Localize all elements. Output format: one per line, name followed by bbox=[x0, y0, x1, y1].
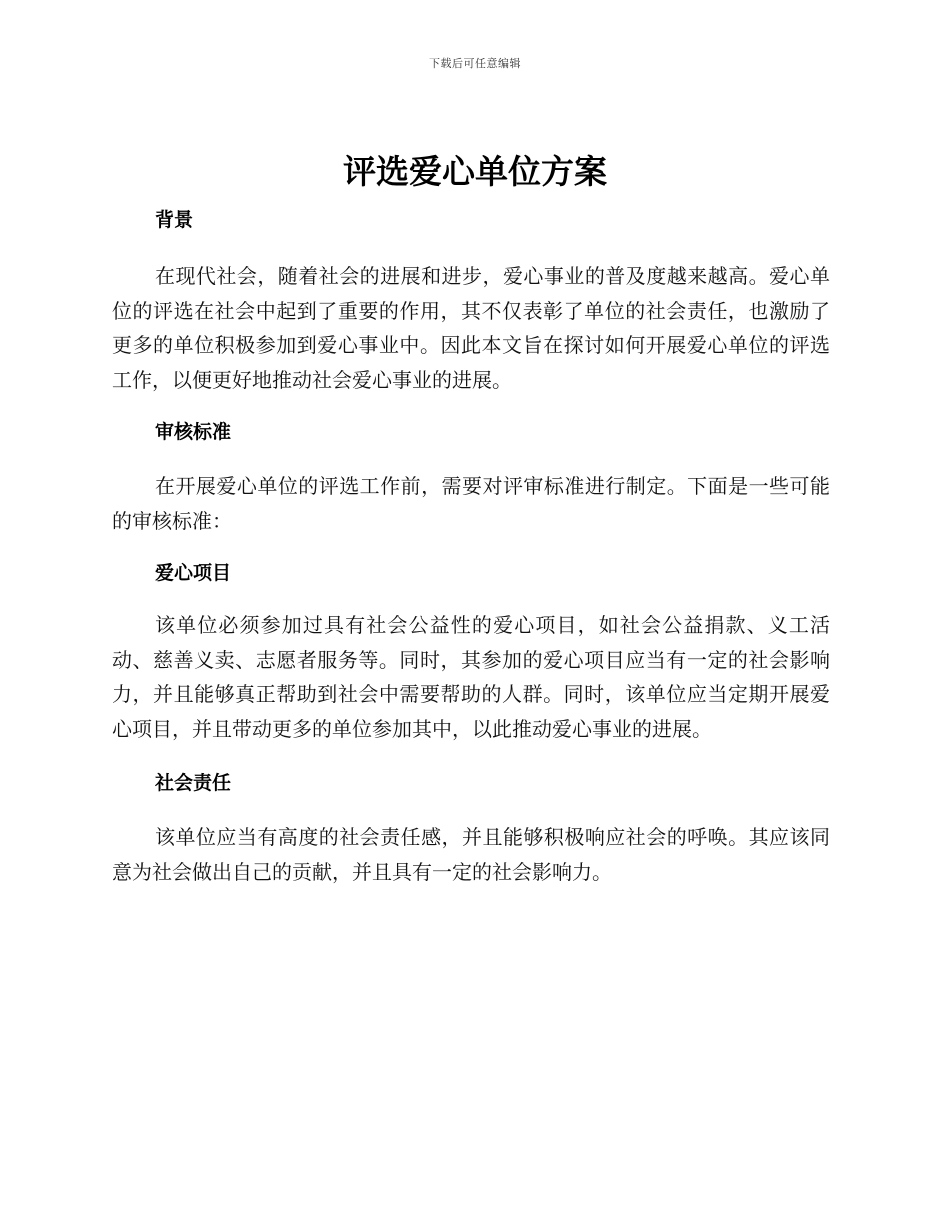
section-heading-social-responsibility: 社会责任 bbox=[155, 772, 232, 794]
section-heading-review-criteria: 审核标准 bbox=[155, 421, 232, 443]
section-paragraph-review-criteria: 在开展爱心单位的评选工作前，需要对评审标准进行制定。下面是一些可能的审核标准： bbox=[112, 474, 830, 533]
section-paragraph-background: 在现代社会，随着社会的进展和进步，爱心事业的普及度越来越高。爱心单位的评选在社会中起到了重要的作用，其不仅表彰了单位的社会责任，也激励了更多的单位积极参加到爱心事业中。因此本文旨在探讨如何开展爱心单位的评选工作，以便更好地推动社会爱心事业的进展。 bbox=[112, 264, 830, 392]
section-heading-charity-projects: 爱心项目 bbox=[155, 562, 232, 584]
document-title: 评选爱心单位方案 bbox=[343, 152, 607, 191]
section-paragraph-social-responsibility: 该单位应当有高度的社会责任感，并且能够积极响应社会的呼唤。其应该同意为社会做出自己的贡献，并且具有一定的社会影响力。 bbox=[112, 825, 830, 884]
section-heading-background: 背景 bbox=[155, 209, 194, 231]
section-paragraph-charity-projects: 该单位必须参加过具有社会公益性的爱心项目，如社会公益捐款、义工活动、慈善义卖、志愿者服务等。同时，其参加的爱心项目应当有一定的社会影响力，并且能够真正帮助到社会中需要帮助的人群。同时，该单位应当定期开展爱心项目，并且带动更多的单位参加其中，以此推动爱心事业的进展。 bbox=[112, 613, 830, 741]
document-body bbox=[112, 205, 830, 889]
page-header: 下载后可任意编辑 bbox=[429, 57, 521, 70]
